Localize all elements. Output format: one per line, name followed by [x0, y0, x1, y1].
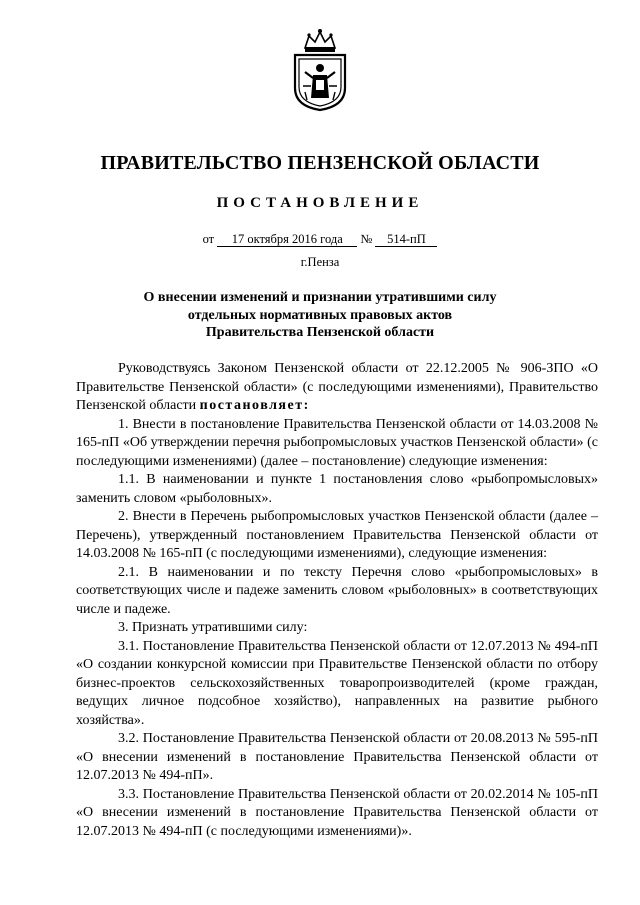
document-type: ПОСТАНОВЛЕНИЕ [216, 195, 424, 211]
title-line: Правительства Пензенской области [205, 325, 435, 340]
decree-word: постановляет: [199, 398, 310, 413]
document-body [76, 360, 598, 841]
paragraph-preamble [76, 360, 598, 416]
paragraph-2-1: 2.1. В наименовании и по тексту Перечня слово «рыбопромысловых» в соответствующих числе и падеже заменить словом «рыболовных» в соответствующих числе и падеже. [76, 564, 598, 617]
paragraph-3-1: 3.1. Постановление Правительства Пензенской области от 12.07.2013 № 494-пП «О создании конкурсной комиссии при Правительстве Пензенской области по отбору бизнес-проектов сельскохозяйственных товаропроизводителей (кроме граждан, ведущих личное подсобное хозяйство), направленных на развитие рыбного хозяйства». [76, 638, 598, 728]
title-line: О внесении изменений и признании утратившими силу [143, 290, 497, 305]
document-date: 17 октября 2016 года [217, 232, 357, 247]
paragraph-2: 2. Внести в Перечень рыбопромысловых участков Пензенской области (далее – Перечень), утвержденный постановлением Правительства Пензенской области от 14.03.2008 № 165-пП (с последующими изменениями), следующие изменения: [76, 509, 598, 561]
date-prefix: от [202, 232, 215, 246]
paragraph-3-3: 3.3. Постановление Правительства Пензенской области от 20.02.2014 № 105-пП «О внесении изменений в постановление Правительства Пензенской области от 12.07.2013 № 494-пП (с последующими изменениями)». [76, 786, 598, 839]
number-sign: № [360, 232, 373, 246]
paragraph-3: 3. Признать утратившими силу: [118, 620, 308, 635]
document-title [0, 289, 640, 342]
date-number-line [0, 232, 640, 247]
organization-name: ПРАВИТЕЛЬСТВО ПЕНЗЕНСКОЙ ОБЛАСТИ [100, 152, 540, 174]
paragraph-1: 1. Внести в постановление Правительства Пензенской области от 14.03.2008 № 165-пП «Об утверждении перечня рыбопромысловых участков Пензенской области» (с последующими изменениями) (далее – постановление) следующие изменения: [76, 416, 598, 469]
title-line: отдельных нормативных правовых актов [187, 307, 453, 323]
paragraph-1-1: 1.1. В наименовании и пункте 1 постановления слово «рыбопромысловых» заменить словом «рыболовных». [76, 472, 598, 506]
city: г.Пенза [300, 255, 340, 269]
document-number: 514-пП [375, 232, 437, 247]
paragraph-3-2: 3.2. Постановление Правительства Пензенской области от 20.08.2013 № 595-пП «О внесении изменений в постановление Правительства Пензенской области от 12.07.2013 № 494-пП». [76, 731, 598, 783]
coat-of-arms-icon [291, 28, 349, 112]
preamble-text: Руководствуясь Законом Пензенской области от 22.12.2005 № 906-ЗПО «О Правительстве Пензенской области» (с последующими изменениями), Правительство Пензенской области [76, 361, 598, 413]
